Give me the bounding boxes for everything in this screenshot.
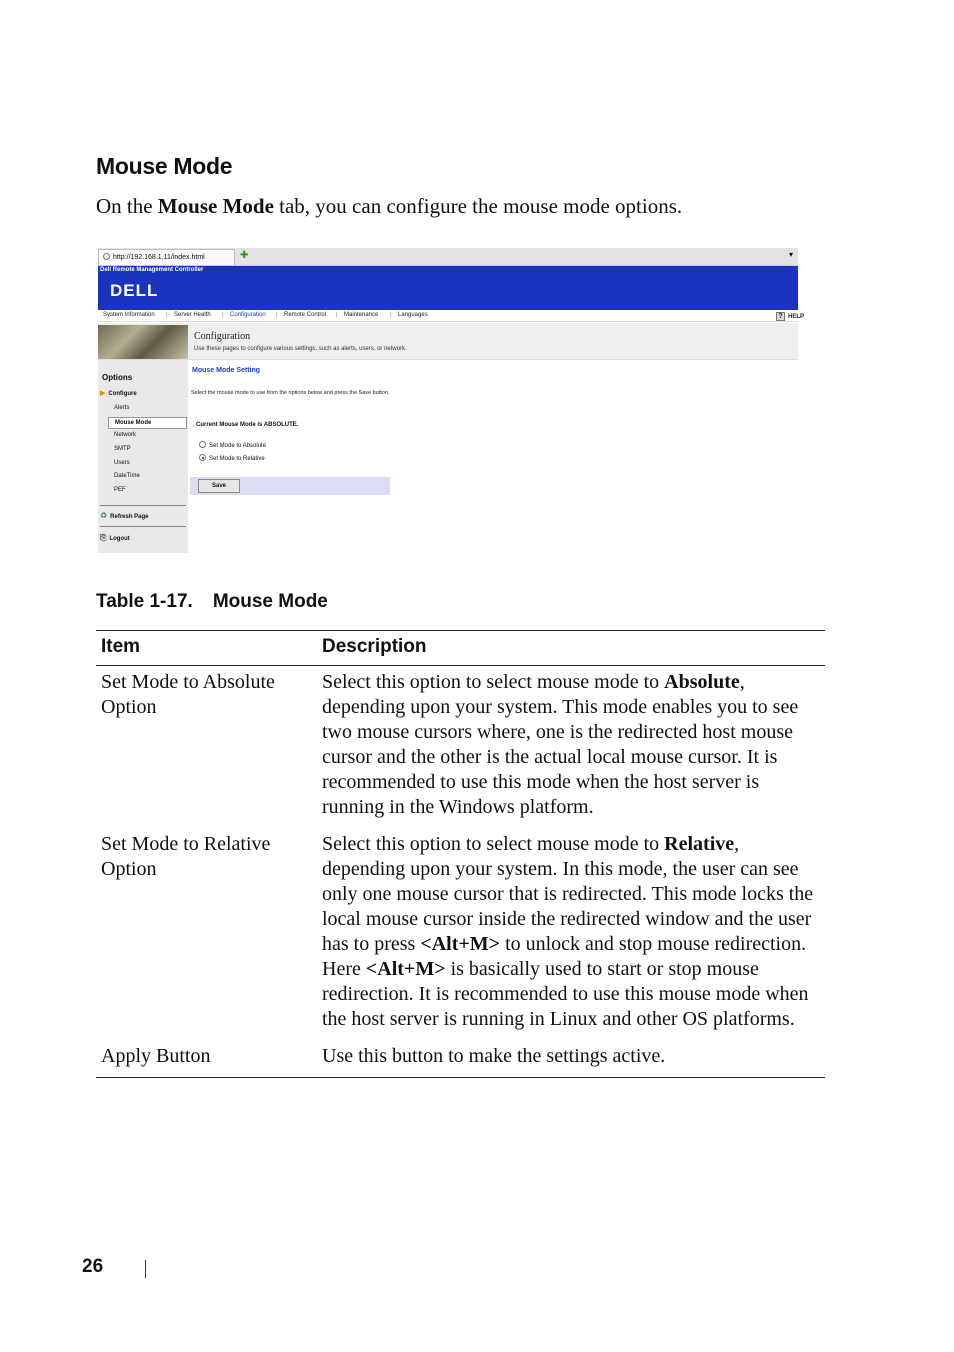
panel-title: Mouse Mode Setting [192,367,261,374]
nav-remote-control[interactable]: Remote Control [284,312,327,318]
nav-configuration[interactable]: Configuration [230,312,266,318]
current-mode-text: Current Mouse Mode is ABSOLUTE. [196,422,299,428]
nav-system-information[interactable]: System Information [103,312,155,318]
column-header-description: Description [317,631,825,666]
dell-logo: DELL [110,281,159,300]
sidebar-divider [100,526,186,527]
radio-relative[interactable]: Set Mode to Relative [199,454,265,462]
save-button[interactable]: Save [198,479,240,493]
table-header-row [96,631,825,666]
tab-list-dropdown-icon[interactable]: ▾ [788,250,793,259]
app-title: Dell Remote Management Controller [100,267,204,273]
item-cell: Set Mode to Relative Option [101,833,271,880]
config-subtitle: Use these pages to configure various settings, such as alerts, users, or network. [194,346,407,352]
nav-separator: | [222,312,224,318]
nav-server-health[interactable]: Server Health [174,312,211,318]
sidebar-item-network[interactable]: Network [114,432,137,438]
sidebar-item-pef[interactable]: PEF [114,487,126,493]
logout-icon: ⎘ [100,533,107,542]
nav-separator: | [336,312,338,318]
item-cell: Apply Button [96,1040,317,1078]
panel-instructions: Select the mouse mode to use from the options below and press the Save button. [191,390,390,396]
browser-tab-bar [98,248,798,266]
refresh-page-link[interactable]: ♻ Refresh Page [100,511,149,520]
new-tab-icon[interactable]: ✚ [240,250,249,261]
radio-button[interactable] [199,441,206,448]
intro-paragraph: On the Mouse Mode tab, you can configure the mouse mode options. [96,194,683,218]
nav-separator: | [390,312,392,318]
sidebar-item-mouse-mode[interactable]: Mouse Mode [108,417,187,429]
sidebar-configure[interactable]: ▶ Configure [100,390,137,397]
sidebar [98,360,188,553]
sidebar-item-alerts[interactable]: Alerts [114,405,130,411]
globe-icon [103,253,110,260]
sidebar-divider [100,505,186,506]
logout-link[interactable]: ⎘ Logout [100,533,130,542]
page-number: 26 [82,1256,104,1277]
sidebar-item-smtp[interactable]: SMTP [114,446,131,452]
nav-separator: | [166,312,168,318]
top-nav [98,310,805,322]
radio-button-selected[interactable] [199,454,206,461]
sidebar-item-datetime[interactable]: DateTime [114,473,140,479]
refresh-icon: ♻ [100,511,108,520]
sidebar-options-label: Options [102,373,133,382]
server-photo [98,325,188,359]
config-header [98,323,798,360]
arrow-right-icon: ▶ [100,390,106,397]
browser-tab[interactable]: http://192.168.1.11/index.html [98,249,235,265]
table-row [96,1040,825,1078]
save-bar [190,477,390,495]
header-banner [98,266,798,310]
item-cell: Set Mode to Absolute Option [101,671,275,718]
description-cell: Select this option to select mouse mode to Relative, depending upon your system. In this mode, the user can see only one mouse cursor that is redirected. This mode locks the local mouse cursor inside the redirected window and the user has to press <Alt+M> to unlock and stop mouse redirection. Here <Alt+M> is basically used to start or stop mouse redirection. It is recommended to use this mouse mode when the host server is running in Linux and other OS platforms. [322,833,814,1030]
description-cell: Select this option to select mouse mode to Absolute, depending upon your system. This mode enables you to see two mouse cursors where, one is the redirected host mouse cursor and the other is the actual local mouse cursor. It is recommended to use this mode when the host server is running in the Windows platform. [322,671,799,818]
mouse-mode-table [96,630,825,1078]
section-heading: Mouse Mode [96,153,233,179]
config-title: Configuration [194,331,251,342]
nav-maintenance[interactable]: Maintenance [344,312,379,318]
radio-absolute[interactable]: Set Mode to Absolute [199,441,266,449]
table-caption: Table 1-17. Mouse Mode [96,591,328,612]
column-header-item: Item [96,631,317,666]
embedded-screenshot [98,248,805,553]
nav-languages[interactable]: Languages [398,312,428,318]
table-row [96,828,825,1040]
nav-separator: | [276,312,278,318]
table-row [96,666,825,829]
help-icon: ? [776,312,785,321]
help-link[interactable]: ? HELP [776,312,788,321]
page-number-divider [145,1260,146,1278]
sidebar-item-users[interactable]: Users [114,460,130,466]
description-cell: Use this button to make the settings active. [317,1040,825,1078]
